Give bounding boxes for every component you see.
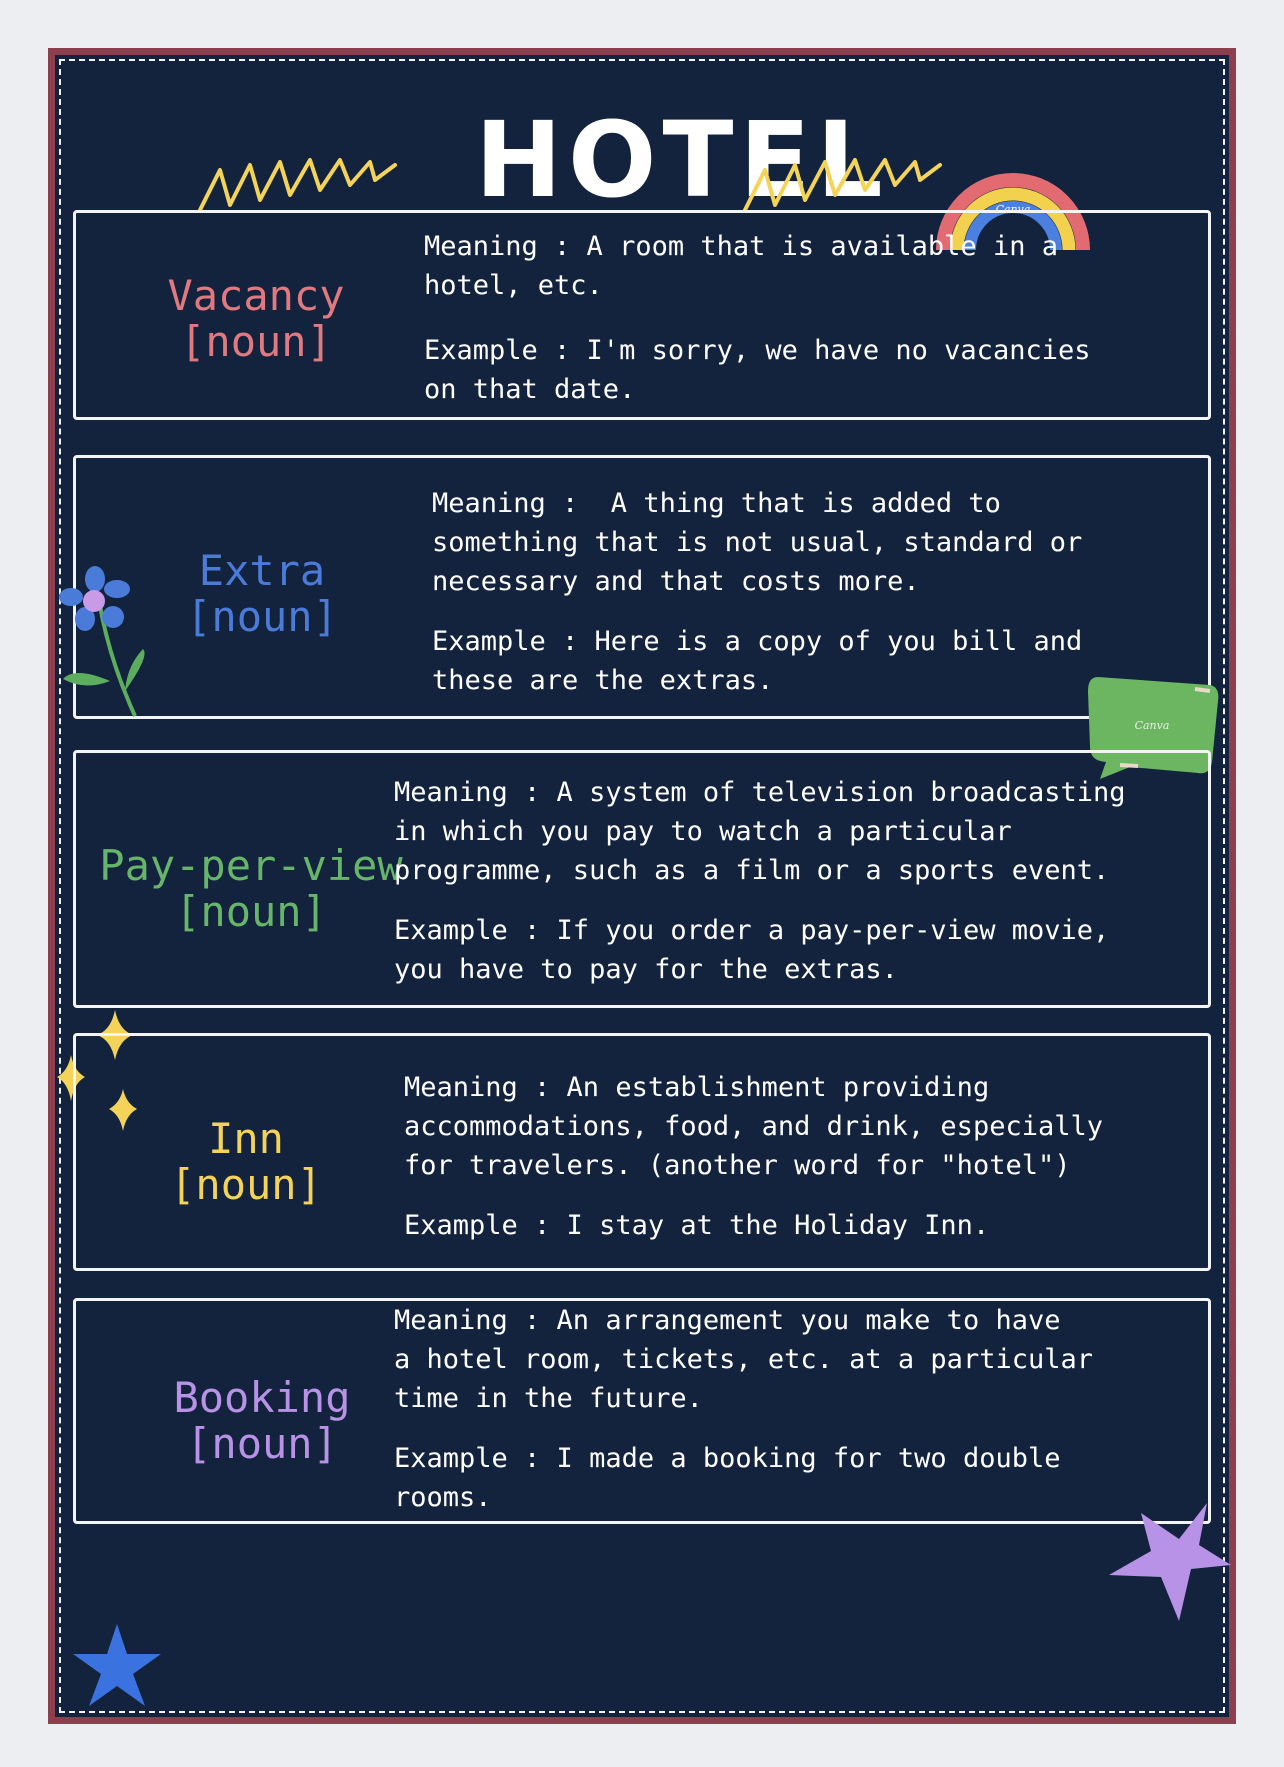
purple-star-icon	[1095, 1495, 1235, 1635]
part-of-speech: [noun]	[180, 317, 332, 366]
word-label: Extra	[198, 546, 326, 595]
part-of-speech: [noun]	[186, 1419, 338, 1468]
meaning-text: Meaning : An arrangement you make to have a hotel room, tickets, etc. at a particular time in the future.	[394, 1305, 1093, 1414]
word-title	[76, 843, 426, 935]
meaning-text: Meaning : An establishment providing accommodations, food, and drink, especially for travelers. (another word for "hotel")	[404, 1072, 1103, 1181]
part-of-speech: [noun]	[175, 887, 327, 936]
example-text: Example : I'm sorry, we have no vacancies on that date.	[424, 335, 1091, 405]
flower-icon	[55, 561, 165, 721]
card-extra	[73, 455, 1211, 719]
part-of-speech: [noun]	[170, 1160, 322, 1209]
part-of-speech: [noun]	[186, 592, 338, 641]
meaning-text: Meaning : A system of television broadcasting in which you pay to watch a particular programme, such as a film or a sports event.	[394, 777, 1126, 886]
svg-text:Canva: Canva	[1134, 719, 1170, 732]
blue-star-icon	[67, 1620, 167, 1710]
word-label: Pay-per-view	[99, 841, 403, 890]
svg-text:Canva: Canva	[995, 203, 1031, 216]
poster	[48, 48, 1236, 1724]
word-title	[76, 1116, 416, 1208]
word-label: Inn	[208, 1114, 284, 1163]
card-pay-per-view	[73, 750, 1211, 1008]
example-text: Example : I stay at the Holiday Inn.	[404, 1210, 990, 1241]
page-title: HOTEL	[475, 99, 889, 221]
word-title	[92, 1375, 432, 1467]
example-text: Example : Here is a copy of you bill and these are the extras.	[432, 626, 1083, 696]
card-vacancy	[73, 210, 1211, 420]
card-inn	[73, 1033, 1211, 1271]
word-label: Vacancy	[167, 271, 345, 320]
card-booking	[73, 1298, 1211, 1524]
example-text: Example : If you order a pay-per-view movie, you have to pay for the extras.	[394, 915, 1110, 985]
meaning-text: Meaning : A room that is available in a hotel, etc.	[424, 231, 1058, 301]
meaning-text: Meaning : A thing that is added to something that is not usual, standard or necessary and that costs more.	[432, 488, 1083, 597]
word-title	[86, 273, 426, 365]
word-label: Booking	[173, 1373, 351, 1422]
example-text: Example : I made a booking for two double rooms.	[394, 1443, 1061, 1513]
